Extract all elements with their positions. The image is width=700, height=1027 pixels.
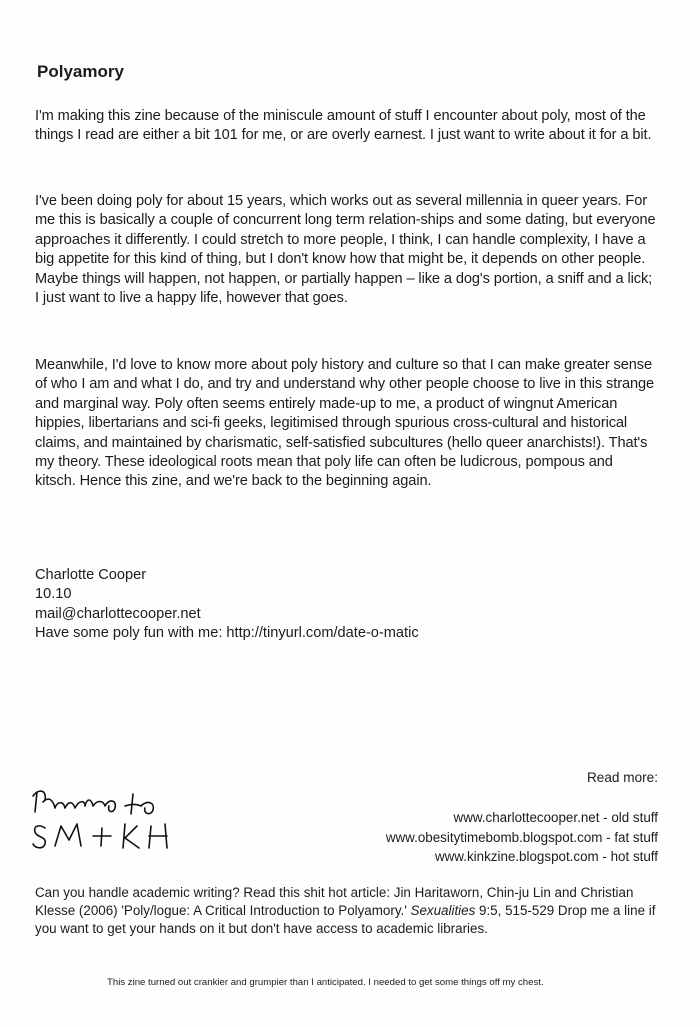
academic-text-after: 9:5, 515-529 Drop me a line if you want to get your hands on it but don't have access to academic libraries.	[35, 903, 656, 937]
date: 10.10	[35, 586, 72, 603]
link-old-stuff: www.charlottecooper.net - old stuff	[453, 810, 658, 825]
footer-note: This zine turned out crankier and grumpier than I anticipated. I needed to get some things off my chest.	[107, 977, 544, 988]
paragraph-intro: I'm making this zine because of the miniscule amount of stuff I encounter about poly, most of the things I read are either a bit 101 for me, or are overly earnest. I just want to write about it for a bit.	[35, 108, 652, 144]
page-title: Polyamory	[37, 62, 124, 81]
signature-block	[35, 566, 419, 644]
academic-text-before: Can you handle academic writing? Read this shit hot article: Jin Haritaworn, Chin-ju Lin and Christian Klesse (2006) 'Poly/logue: A Critical Introduction to Polyamory.'	[35, 885, 634, 919]
read-more-links	[386, 808, 658, 867]
paragraph-experience: I've been doing poly for about 15 years, which works out as several millennia in queer years. For me this is basically a couple of concurrent long term relation-ships and some dating, but everyone approaches it differently. I could stretch to more people, I think, I can handle complexity, I have a big appetite for this kind of thing, but I don't know how that might be, it depends on other people. Maybe things will happen, not happen, or partially happen – like a dog's portion, a sniff and a lick; I just want to live a happy life, however that goes.	[35, 193, 656, 307]
read-more-heading: Read more:	[586, 770, 658, 785]
handwritten-thanks	[25, 778, 225, 858]
author-name: Charlotte Cooper	[35, 567, 147, 583]
author-email: mail@charlottecooper.net	[35, 605, 201, 622]
link-hot-stuff: www.kinkzine.blogspot.com - hot stuff	[434, 849, 658, 864]
paragraph-history: Meanwhile, I'd love to know more about poly history and culture so that I can make greater sense of who I am and what I do, and try and understand why other people choose to live in this strange and marginal way. Poly often seems entirely made-up to me, a product of wingnut American hippies, libertarians and sci-fi geeks, legitimised through spurious cross-cultural and historical claims, and maintained by charismatic, self-satisfied subcultures (hello queer anarchists!). That's my theory. These ideological roots mean that poly life can often be ludicrous, pompous and kitsch. Hence this zine, and we're back to the beginning again.	[35, 357, 655, 490]
link-fat-stuff: www.obesitytimebomb.blogspot.com - fat stuff	[385, 829, 658, 845]
journal-name: Sexualities	[410, 903, 476, 919]
academic-note	[35, 884, 660, 939]
fun-link: Have some poly fun with me: http://tinyurl.com/date-o-matic	[35, 625, 419, 642]
